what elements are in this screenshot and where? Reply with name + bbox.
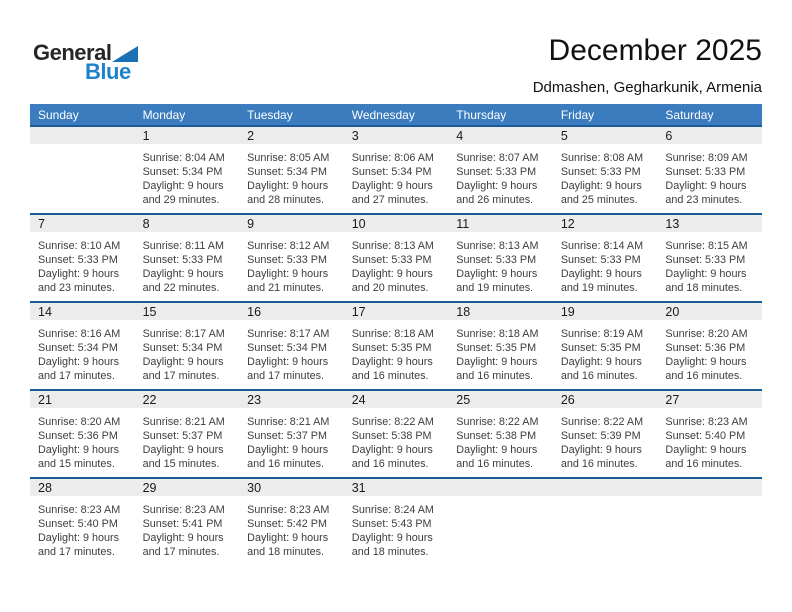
sunrise-text: Sunrise: 8:23 AM — [38, 504, 121, 516]
sunrise-text: Sunrise: 8:04 AM — [142, 152, 225, 164]
day-header-saturday: Saturday — [665, 107, 714, 122]
day-cell-9 — [239, 215, 344, 301]
sunset-text: Sunset: 5:35 PM — [456, 342, 537, 354]
day-number: 19 — [560, 305, 575, 319]
day-number: 22 — [142, 393, 157, 407]
sunrise-text: Sunrise: 8:20 AM — [665, 328, 748, 340]
week-row-2 — [30, 213, 762, 301]
day-cell-7 — [30, 215, 135, 301]
daylight-text: Daylight: 9 hours and 18 minutes. — [247, 532, 329, 558]
sunrise-text: Sunrise: 8:21 AM — [142, 416, 225, 428]
calendar-table — [30, 104, 762, 565]
day-cell-23 — [239, 391, 344, 477]
sunset-text: Sunset: 5:35 PM — [351, 342, 432, 354]
day-number: 1 — [142, 129, 150, 143]
day-cell-14 — [30, 303, 135, 389]
sunset-text: Sunset: 5:33 PM — [665, 254, 746, 266]
daylight-text: Daylight: 9 hours and 17 minutes. — [38, 356, 120, 382]
daylight-text: Daylight: 9 hours and 19 minutes. — [560, 268, 642, 294]
sunset-text: Sunset: 5:33 PM — [560, 166, 641, 178]
sunrise-text: Sunrise: 8:13 AM — [456, 240, 539, 252]
day-header-thursday: Thursday — [456, 107, 507, 122]
day-header-row — [30, 104, 762, 125]
day-cell-31 — [344, 479, 449, 565]
daylight-text: Daylight: 9 hours and 15 minutes. — [38, 444, 120, 470]
day-number: 18 — [456, 305, 471, 319]
calendar-grid — [30, 125, 762, 565]
daylight-text: Daylight: 9 hours and 28 minutes. — [247, 180, 329, 206]
day-header-sunday: Sunday — [38, 107, 79, 122]
day-number: 11 — [456, 217, 470, 231]
sunset-text: Sunset: 5:40 PM — [38, 518, 118, 530]
day-number: 23 — [247, 393, 262, 407]
daylight-text: Daylight: 9 hours and 16 minutes. — [456, 356, 538, 382]
day-number: 9 — [247, 217, 255, 231]
daylight-text: Daylight: 9 hours and 17 minutes. — [142, 532, 224, 558]
sunset-text: Sunset: 5:38 PM — [456, 430, 537, 442]
day-number: 15 — [142, 305, 157, 319]
sunrise-text: Sunrise: 8:10 AM — [38, 240, 121, 252]
sunset-text: Sunset: 5:34 PM — [38, 342, 118, 354]
day-number: 10 — [351, 217, 366, 231]
sunrise-text: Sunrise: 8:18 AM — [351, 328, 434, 340]
week-row-4 — [30, 389, 762, 477]
sunset-text: Sunset: 5:37 PM — [247, 430, 327, 442]
daylight-text: Daylight: 9 hours and 17 minutes. — [247, 356, 329, 382]
day-number: 17 — [351, 305, 366, 319]
day-number: 30 — [247, 481, 262, 495]
day-number: 27 — [665, 393, 680, 407]
sunset-text: Sunset: 5:33 PM — [456, 254, 537, 266]
daylight-text: Daylight: 9 hours and 23 minutes. — [38, 268, 120, 294]
daylight-text: Daylight: 9 hours and 17 minutes. — [38, 532, 120, 558]
day-number: 7 — [38, 217, 45, 231]
day-cell-24 — [344, 391, 449, 477]
day-header-friday: Friday — [560, 107, 595, 122]
daylight-text: Daylight: 9 hours and 16 minutes. — [351, 444, 433, 470]
sunset-text: Sunset: 5:39 PM — [560, 430, 641, 442]
sunrise-text: Sunrise: 8:15 AM — [665, 240, 748, 252]
sunrise-text: Sunrise: 8:20 AM — [38, 416, 121, 428]
day-cell-27 — [657, 391, 762, 477]
daylight-text: Daylight: 9 hours and 27 minutes. — [351, 180, 433, 206]
daylight-text: Daylight: 9 hours and 16 minutes. — [247, 444, 329, 470]
sunrise-text: Sunrise: 8:22 AM — [351, 416, 434, 428]
sunrise-text: Sunrise: 8:14 AM — [560, 240, 644, 252]
day-cell-22 — [135, 391, 240, 477]
day-cell-1 — [135, 127, 240, 213]
sunset-text: Sunset: 5:36 PM — [665, 342, 746, 354]
sunrise-text: Sunrise: 8:24 AM — [351, 504, 434, 516]
daylight-text: Daylight: 9 hours and 23 minutes. — [665, 180, 747, 206]
sunset-text: Sunset: 5:34 PM — [142, 342, 223, 354]
week-row-1 — [30, 125, 762, 213]
day-cell-18 — [448, 303, 553, 389]
sunrise-text: Sunrise: 8:07 AM — [456, 152, 539, 164]
day-cell-21 — [30, 391, 135, 477]
sunrise-text: Sunrise: 8:23 AM — [665, 416, 748, 428]
day-header-monday: Monday — [142, 107, 186, 122]
day-number: 31 — [351, 481, 366, 495]
sunset-text: Sunset: 5:33 PM — [456, 166, 537, 178]
day-number: 4 — [456, 129, 464, 143]
sunset-text: Sunset: 5:42 PM — [247, 518, 327, 530]
daylight-text: Daylight: 9 hours and 16 minutes. — [351, 356, 433, 382]
sunrise-text: Sunrise: 8:19 AM — [560, 328, 644, 340]
page-title: December 2025 — [548, 34, 762, 67]
day-cell-29 — [135, 479, 240, 565]
sunset-text: Sunset: 5:37 PM — [142, 430, 223, 442]
day-number: 24 — [351, 393, 366, 407]
empty-day-cell — [553, 479, 658, 565]
daylight-text: Daylight: 9 hours and 18 minutes. — [665, 268, 747, 294]
day-cell-10 — [344, 215, 449, 301]
sunset-text: Sunset: 5:43 PM — [351, 518, 432, 530]
day-cell-16 — [239, 303, 344, 389]
daylight-text: Daylight: 9 hours and 16 minutes. — [560, 444, 642, 470]
page-subtitle: Ddmashen, Gegharkunik, Armenia — [532, 79, 762, 96]
sunrise-text: Sunrise: 8:22 AM — [456, 416, 539, 428]
sunset-text: Sunset: 5:34 PM — [351, 166, 432, 178]
daylight-text: Daylight: 9 hours and 21 minutes. — [247, 268, 329, 294]
sunset-text: Sunset: 5:33 PM — [142, 254, 223, 266]
sunset-text: Sunset: 5:33 PM — [247, 254, 327, 266]
day-cell-25 — [448, 391, 553, 477]
day-number: 20 — [665, 305, 680, 319]
day-number: 3 — [351, 129, 359, 143]
daylight-text: Daylight: 9 hours and 19 minutes. — [456, 268, 538, 294]
sunrise-text: Sunrise: 8:09 AM — [665, 152, 748, 164]
day-cell-17 — [344, 303, 449, 389]
daylight-text: Daylight: 9 hours and 25 minutes. — [560, 180, 642, 206]
day-cell-13 — [657, 215, 762, 301]
daylight-text: Daylight: 9 hours and 22 minutes. — [142, 268, 224, 294]
day-cell-3 — [344, 127, 449, 213]
day-cell-19 — [553, 303, 658, 389]
sunset-text: Sunset: 5:33 PM — [351, 254, 432, 266]
daylight-text: Daylight: 9 hours and 26 minutes. — [456, 180, 538, 206]
daylight-text: Daylight: 9 hours and 16 minutes. — [456, 444, 538, 470]
general-blue-logo — [33, 40, 138, 85]
day-number: 21 — [38, 393, 52, 407]
sunrise-text: Sunrise: 8:05 AM — [247, 152, 330, 164]
sunset-text: Sunset: 5:33 PM — [560, 254, 641, 266]
logo-text-blue: Blue — [85, 59, 131, 84]
day-cell-20 — [657, 303, 762, 389]
empty-day-cell — [30, 127, 135, 213]
empty-day-cell — [657, 479, 762, 565]
daylight-text: Daylight: 9 hours and 16 minutes. — [665, 356, 747, 382]
sunrise-text: Sunrise: 8:18 AM — [456, 328, 539, 340]
day-number: 25 — [456, 393, 471, 407]
day-cell-5 — [553, 127, 658, 213]
day-number: 28 — [38, 481, 52, 495]
day-number: 2 — [247, 129, 255, 143]
sunset-text: Sunset: 5:34 PM — [247, 342, 327, 354]
sunrise-text: Sunrise: 8:06 AM — [351, 152, 434, 164]
sunset-text: Sunset: 5:41 PM — [142, 518, 223, 530]
day-header-tuesday: Tuesday — [247, 107, 293, 122]
day-cell-11 — [448, 215, 553, 301]
daylight-text: Daylight: 9 hours and 16 minutes. — [560, 356, 642, 382]
sunrise-text: Sunrise: 8:23 AM — [247, 504, 330, 516]
sunrise-text: Sunrise: 8:08 AM — [560, 152, 644, 164]
sunrise-text: Sunrise: 8:21 AM — [247, 416, 330, 428]
day-cell-8 — [135, 215, 240, 301]
day-number: 8 — [142, 217, 150, 231]
logo-text-general: General — [33, 40, 112, 65]
day-number: 5 — [560, 129, 568, 143]
empty-day-cell — [448, 479, 553, 565]
sunset-text: Sunset: 5:36 PM — [38, 430, 118, 442]
sunset-text: Sunset: 5:34 PM — [142, 166, 223, 178]
day-header-wednesday: Wednesday — [351, 107, 415, 122]
day-number: 26 — [560, 393, 575, 407]
daylight-text: Daylight: 9 hours and 20 minutes. — [351, 268, 433, 294]
day-cell-4 — [448, 127, 553, 213]
day-cell-26 — [553, 391, 658, 477]
sunrise-text: Sunrise: 8:11 AM — [142, 240, 224, 252]
sunrise-text: Sunrise: 8:22 AM — [560, 416, 644, 428]
day-number: 14 — [38, 305, 52, 319]
sunset-text: Sunset: 5:33 PM — [38, 254, 118, 266]
sunset-text: Sunset: 5:38 PM — [351, 430, 432, 442]
sunrise-text: Sunrise: 8:17 AM — [247, 328, 330, 340]
week-row-5 — [30, 477, 762, 565]
day-number: 12 — [560, 217, 575, 231]
sunset-text: Sunset: 5:34 PM — [247, 166, 327, 178]
day-number: 16 — [247, 305, 262, 319]
day-cell-2 — [239, 127, 344, 213]
sunrise-text: Sunrise: 8:13 AM — [351, 240, 434, 252]
sunrise-text: Sunrise: 8:12 AM — [247, 240, 330, 252]
sunrise-text: Sunrise: 8:17 AM — [142, 328, 225, 340]
sunrise-text: Sunrise: 8:16 AM — [38, 328, 121, 340]
daylight-text: Daylight: 9 hours and 29 minutes. — [142, 180, 224, 206]
day-number: 13 — [665, 217, 680, 231]
daylight-text: Daylight: 9 hours and 15 minutes. — [142, 444, 224, 470]
daylight-text: Daylight: 9 hours and 18 minutes. — [351, 532, 433, 558]
sunset-text: Sunset: 5:35 PM — [560, 342, 641, 354]
day-cell-15 — [135, 303, 240, 389]
day-cell-28 — [30, 479, 135, 565]
day-number: 6 — [665, 129, 673, 143]
daylight-text: Daylight: 9 hours and 16 minutes. — [665, 444, 747, 470]
sunset-text: Sunset: 5:40 PM — [665, 430, 746, 442]
day-cell-30 — [239, 479, 344, 565]
day-number: 29 — [142, 481, 157, 495]
day-cell-6 — [657, 127, 762, 213]
sunrise-text: Sunrise: 8:23 AM — [142, 504, 225, 516]
day-cell-12 — [553, 215, 658, 301]
sunset-text: Sunset: 5:33 PM — [665, 166, 746, 178]
week-row-3 — [30, 301, 762, 389]
daylight-text: Daylight: 9 hours and 17 minutes. — [142, 356, 224, 382]
